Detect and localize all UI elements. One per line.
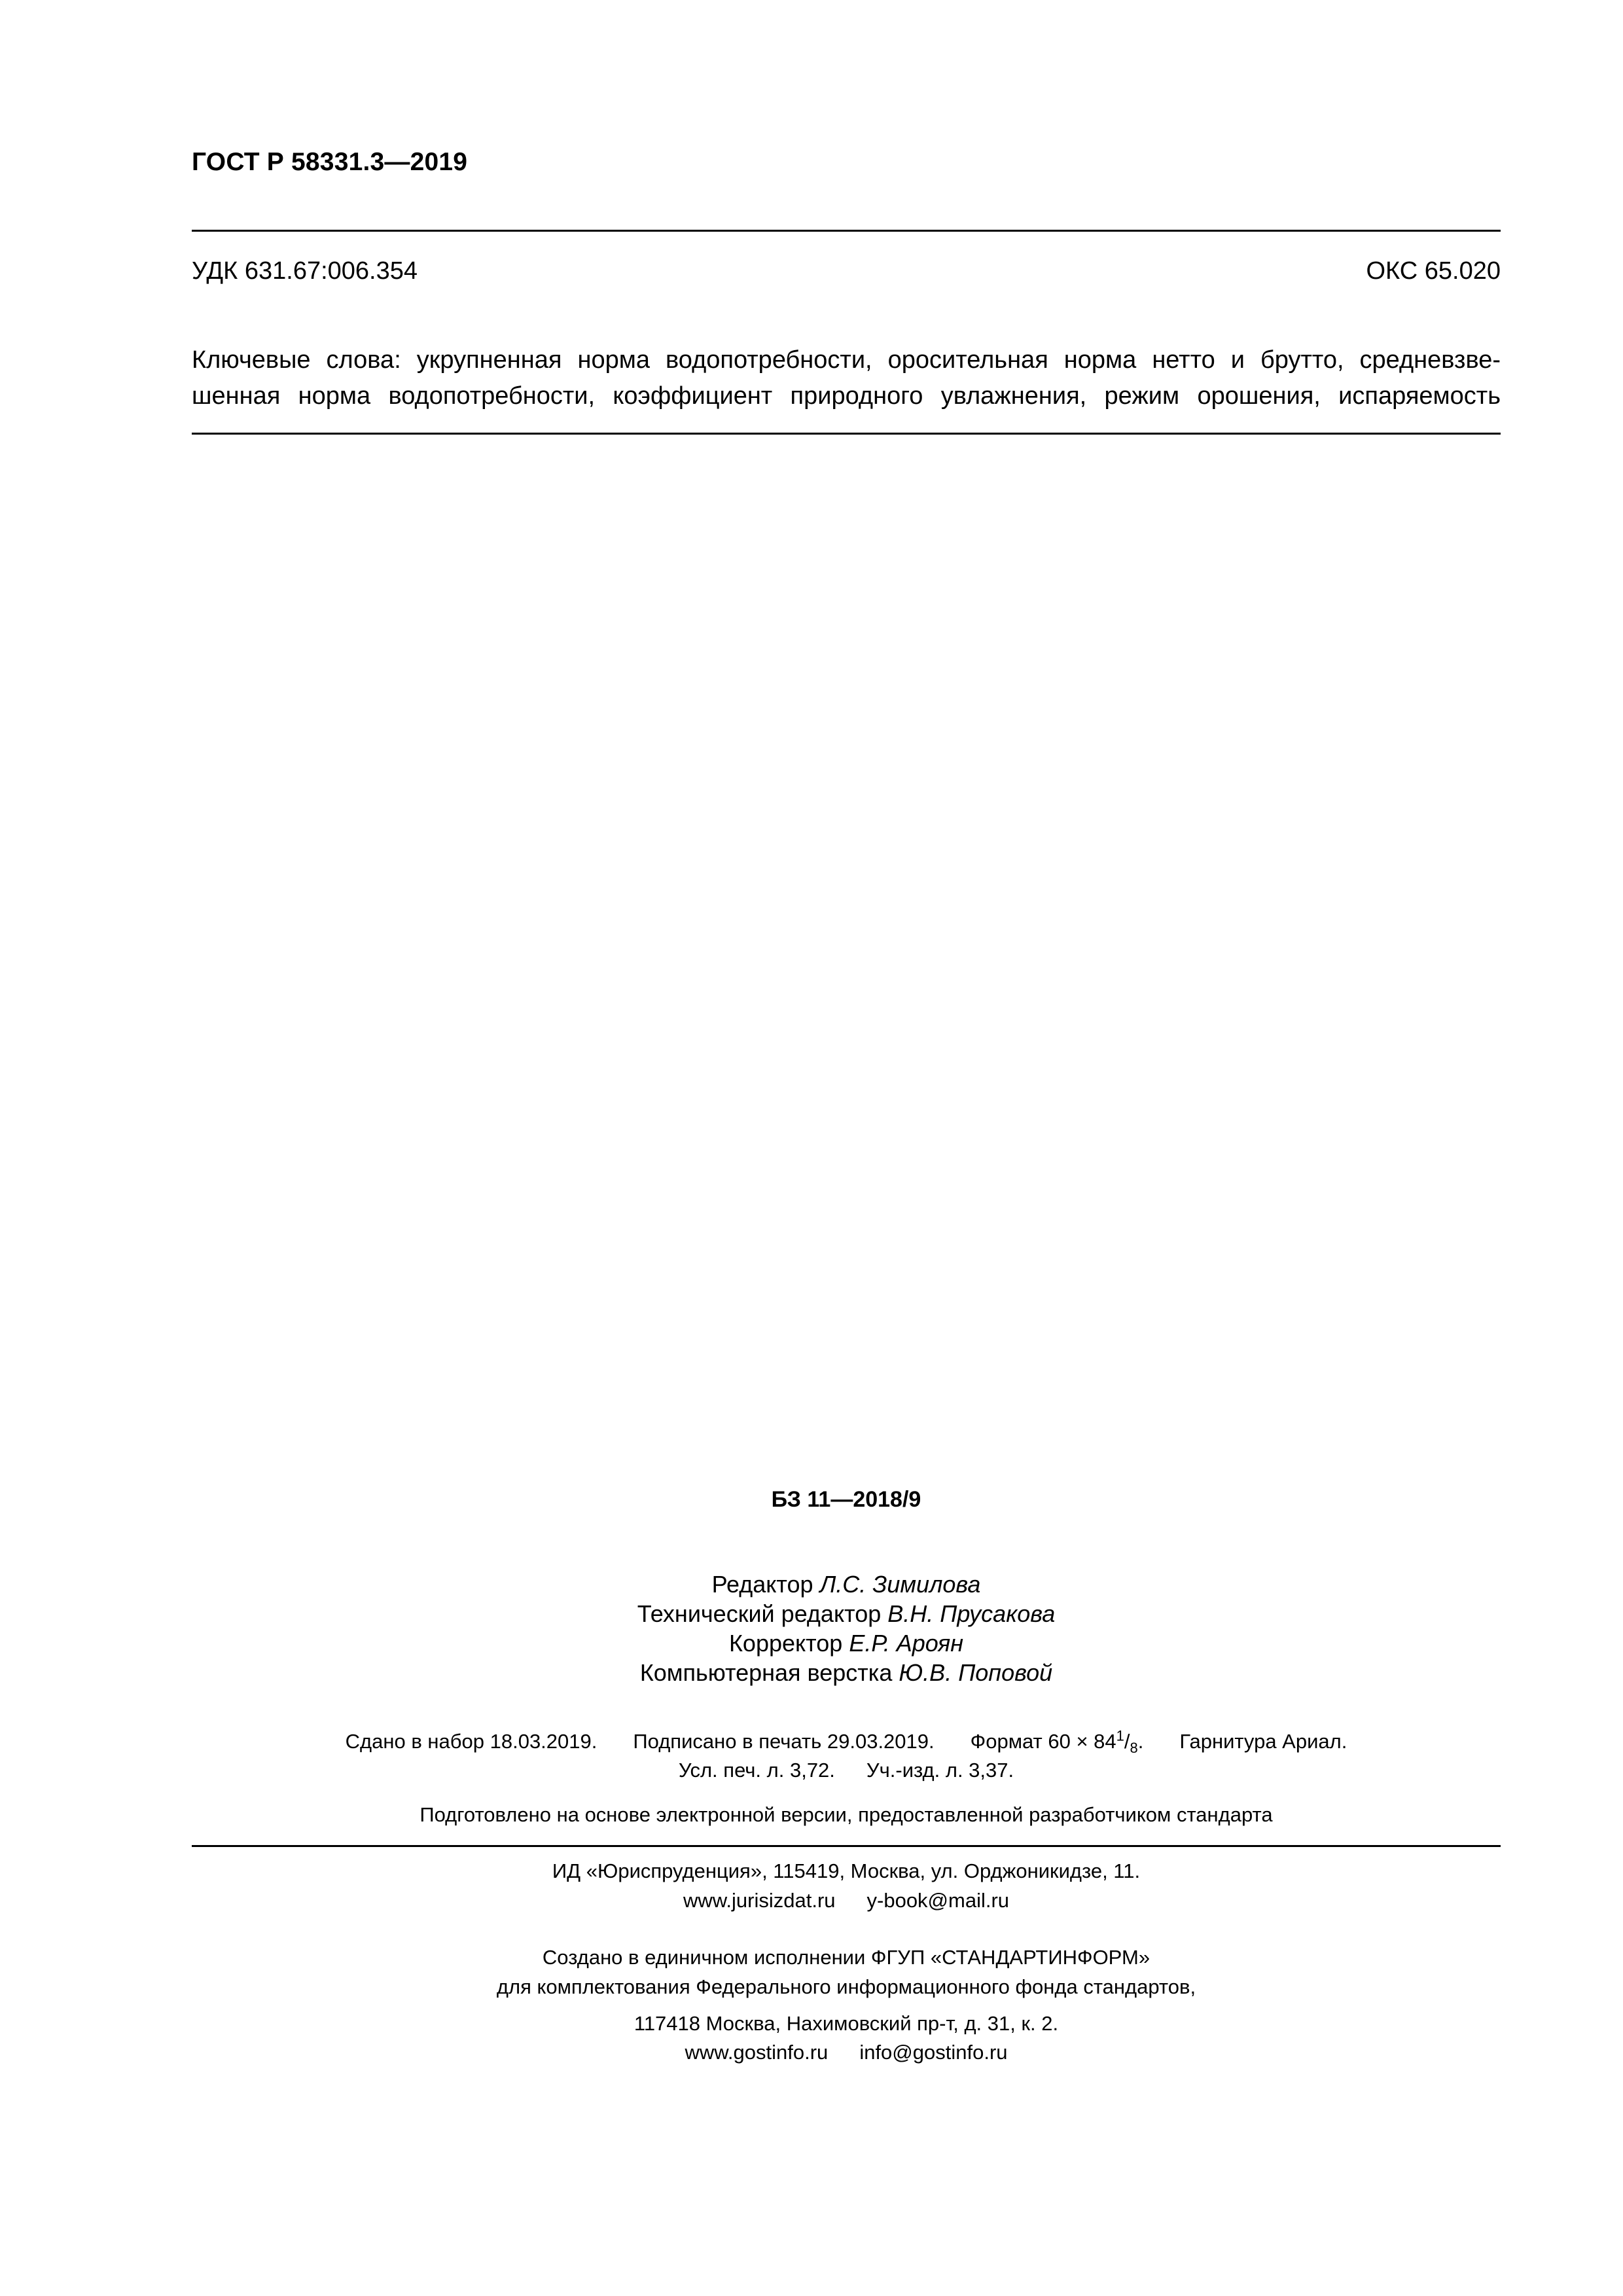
creator-line-2: для комплектования Федерального информационного фонда стандартов, bbox=[496, 1975, 1196, 1998]
header-divider bbox=[192, 230, 1501, 232]
imprint-divider bbox=[192, 1845, 1501, 1847]
creator-address: 117418 Москва, Нахимовский пр-т, д. 31, к. 2. bbox=[633, 2012, 1059, 2035]
tech-editor-line bbox=[192, 1599, 1501, 1628]
creator-email[interactable]: info@gostinfo.ru bbox=[859, 2041, 1008, 2064]
prepared-note: Подготовлено на основе электронной версии, предоставленной разработчиком стандарта bbox=[419, 1803, 1273, 1826]
usl-pech: Усл. печ. л. 3,72. bbox=[678, 1759, 835, 1782]
editor-role: Редактор bbox=[711, 1571, 813, 1598]
corrector-name: Е.Р. Ароян bbox=[849, 1630, 964, 1657]
creator-contacts bbox=[192, 2037, 1501, 2067]
publisher-contacts bbox=[192, 1886, 1501, 1915]
tech-editor-role: Технический редактор bbox=[637, 1600, 882, 1627]
publisher-website[interactable]: www.jurisizdat.ru bbox=[683, 1889, 836, 1912]
oks-code: ОКС 65.020 bbox=[1366, 257, 1501, 285]
publisher-address: ИД «Юриспруденция», 115419, Москва, ул. Орджоникидзе, 11. bbox=[552, 1859, 1141, 1882]
corrector-line bbox=[192, 1628, 1501, 1658]
creator-website[interactable]: www.gostinfo.ru bbox=[685, 2041, 829, 2064]
uch-izd: Уч.-изд. л. 3,37. bbox=[866, 1759, 1014, 1782]
keywords-paragraph bbox=[192, 342, 1501, 414]
keywords-line-2: шенная норма водопотребности, коэффициент природного увлажнения, режим орошения, испаряемость bbox=[192, 382, 1501, 410]
layout-line bbox=[192, 1658, 1501, 1687]
publisher-email[interactable]: y-book@mail.ru bbox=[866, 1889, 1010, 1912]
format-info: Формат $60 \times 84^1/_8$. bbox=[970, 1727, 1144, 1757]
editor-name: Л.С. Зимилова bbox=[819, 1571, 981, 1598]
bz-code: БЗ 11—2018/9 bbox=[771, 1487, 921, 1512]
print-info-line-2 bbox=[192, 1757, 1501, 1784]
udk-code: УДК 631.67:006.354 bbox=[192, 257, 418, 285]
print-info-line-1 bbox=[192, 1728, 1501, 1755]
tech-editor-name: В.Н. Прусакова bbox=[887, 1600, 1056, 1627]
corrector-role: Корректор bbox=[728, 1630, 843, 1657]
submitted-date: Сдано в набор 18.03.2019. bbox=[345, 1730, 597, 1753]
editor-line bbox=[192, 1570, 1501, 1599]
keywords-line-1: Ключевые слова: укрупненная норма водопотребности, оросительная норма нетто и брутто, средневзве- bbox=[192, 346, 1501, 374]
signed-date: Подписано в печать 29.03.2019. bbox=[633, 1730, 935, 1753]
typeface-info: Гарнитура Ариал. bbox=[1179, 1730, 1347, 1753]
standard-code: ГОСТ Р 58331.3—2019 bbox=[192, 148, 468, 176]
layout-role: Компьютерная верстка bbox=[639, 1659, 893, 1686]
layout-name: Ю.В. Поповой bbox=[899, 1659, 1053, 1686]
creator-line-1: Создано в единичном исполнении ФГУП «СТАНДАРТИНФОРМ» bbox=[542, 1946, 1150, 1969]
keywords-divider bbox=[192, 433, 1501, 435]
